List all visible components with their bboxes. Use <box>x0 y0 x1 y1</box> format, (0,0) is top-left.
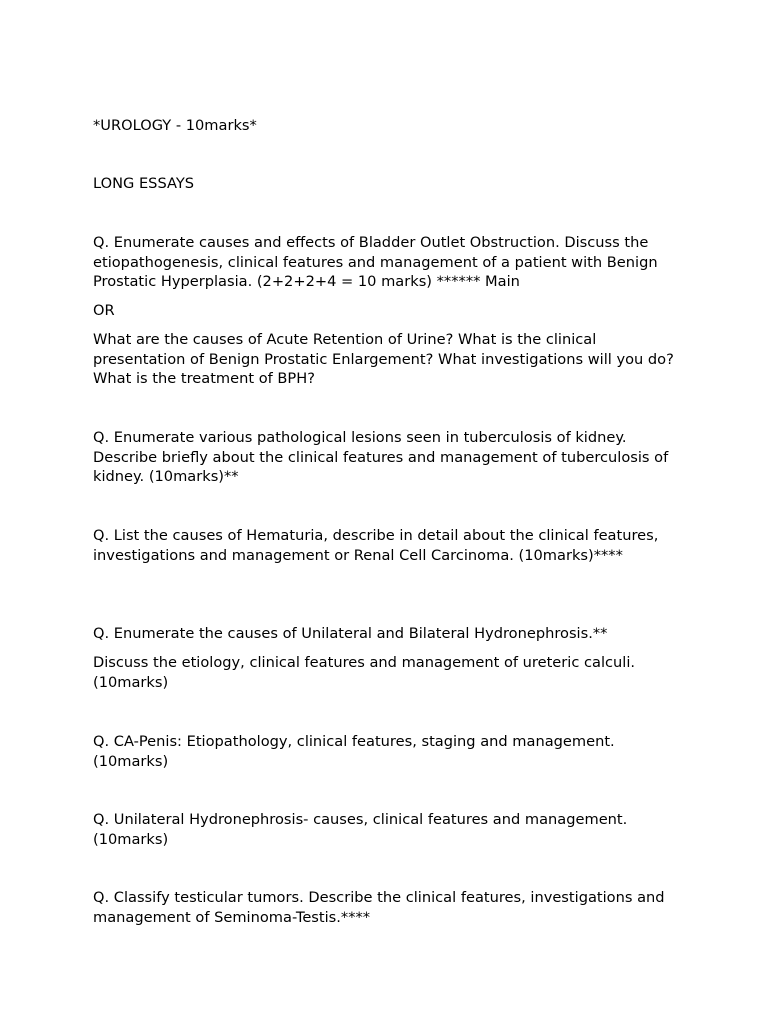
document-page <box>93 0 683 1024</box>
document-title: *UROLOGY - 10marks* <box>93 117 257 134</box>
question-text: Q. Enumerate the causes of Unilateral and Bilateral Hydronephrosis.** <box>93 625 608 642</box>
question-text: Q. Unilateral Hydronephrosis- causes, clinical features and management. (10marks) <box>93 811 628 848</box>
or-separator: OR <box>93 302 115 319</box>
question-text: Q. Enumerate various pathological lesions seen in tuberculosis of kidney. Describe briefly about the clinical features and management of tuberculosis of kidney. (10marks)** <box>93 429 669 485</box>
question-text: What are the causes of Acute Retention of Urine? What is the clinical presentation of Benign Prostatic Enlargement? What investigations will you do? What is the treatment of BPH? <box>93 331 674 387</box>
section-heading: LONG ESSAYS <box>93 175 195 192</box>
question-text: Q. Enumerate causes and effects of Bladder Outlet Obstruction. Discuss the etiopathogenesis, clinical features and management of a patient with Benign Prostatic Hyperplasia. (2+2+2+4 = 10 marks) ****** Main <box>93 234 658 290</box>
question-text: Q. List the causes of Hematuria, describe in detail about the clinical features, investigations and management or Renal Cell Carcinoma. (10marks)**** <box>93 527 659 564</box>
question-text: Q. Classify testicular tumors. Describe the clinical features, investigations and management of Seminoma-Testis.**** <box>93 889 665 926</box>
question-text: Discuss the etiology, clinical features and management of ureteric calculi. (10marks) <box>93 654 636 691</box>
question-text: Q. CA-Penis: Etiopathology, clinical features, staging and management. (10marks) <box>93 733 615 770</box>
